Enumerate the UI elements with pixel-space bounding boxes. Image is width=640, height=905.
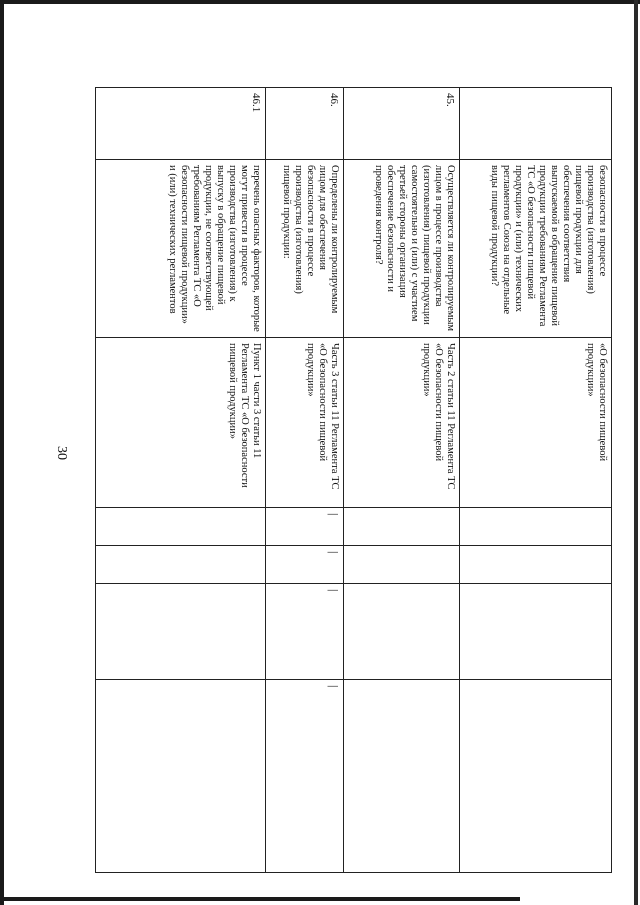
- page-number: 30: [54, 446, 69, 460]
- table-row: [344, 88, 460, 873]
- table-row: [460, 88, 612, 873]
- yes-cell: |: [266, 508, 344, 546]
- row-number: [460, 88, 612, 160]
- yes-cell: [96, 508, 266, 546]
- note-cell: [460, 680, 612, 873]
- no-cell: [344, 546, 460, 584]
- note-cell: [96, 680, 266, 873]
- no-cell: [460, 546, 612, 584]
- reference-cell: Часть 3 статьи 11 Регламента ТС «О безопасности пищевой продукции»: [266, 338, 344, 508]
- yes-cell: [460, 508, 612, 546]
- not-applicable-cell: |: [266, 584, 344, 680]
- reference-cell: «О безопасности пищевой продукции»: [460, 338, 612, 508]
- note-cell: [344, 680, 460, 873]
- checklist-table: [96, 87, 612, 872]
- question-cell: безопасности в процессе производства (изготовления) пищевой продукции для обеспечения соответствия выпускаемой в обращение пищевой продукции требованиям Регламента ТС «О безопасности пищевой продукции» и (или) технических регламентов Союза на отдельные виды пищевой продукции?: [460, 160, 612, 338]
- question-cell: перечень опасных факторов, которые могут привести в процессе производства (изготовления) к выпуску в обращение пищевой продукции, не соответствующей требованиям Регламента ТС «О безопасности пищевой продукции» и (или) технических регламентов: [96, 160, 266, 338]
- reference-cell: Часть 2 статьи 11 Регламента ТС «О безопасности пищевой продукции»: [344, 338, 460, 508]
- not-applicable-cell: [460, 584, 612, 680]
- scan-border-right: [634, 0, 638, 905]
- question-cell: Определены ли контролируемым лицом для обеспечения безопасности в процессе производства (изготовления) пищевой продукции:: [266, 160, 344, 338]
- scan-border-bottom: [0, 897, 520, 901]
- row-number: 46.: [266, 88, 344, 160]
- note-cell: |: [266, 680, 344, 873]
- row-number: 45.: [344, 88, 460, 160]
- not-applicable-cell: [344, 584, 460, 680]
- table-row: [266, 88, 344, 873]
- question-cell: Осуществляется ли контролируемым лицом в процессе производства (изготовления) пищевой продукции самостоятельно и (или) с участием третьей стороны организация обеспечение безопасности и проведения контроля?: [344, 160, 460, 338]
- scan-border-left: [0, 0, 4, 905]
- scan-border-top: [0, 0, 640, 4]
- row-number: 46.1: [96, 88, 266, 160]
- table-row: [96, 88, 266, 873]
- not-applicable-cell: [96, 584, 266, 680]
- no-cell: |: [266, 546, 344, 584]
- yes-cell: [344, 508, 460, 546]
- reference-cell: Пункт 1 части 3 статьи 11 Регламента ТС «О безопасности пищевой продукции»: [96, 338, 266, 508]
- no-cell: [96, 546, 266, 584]
